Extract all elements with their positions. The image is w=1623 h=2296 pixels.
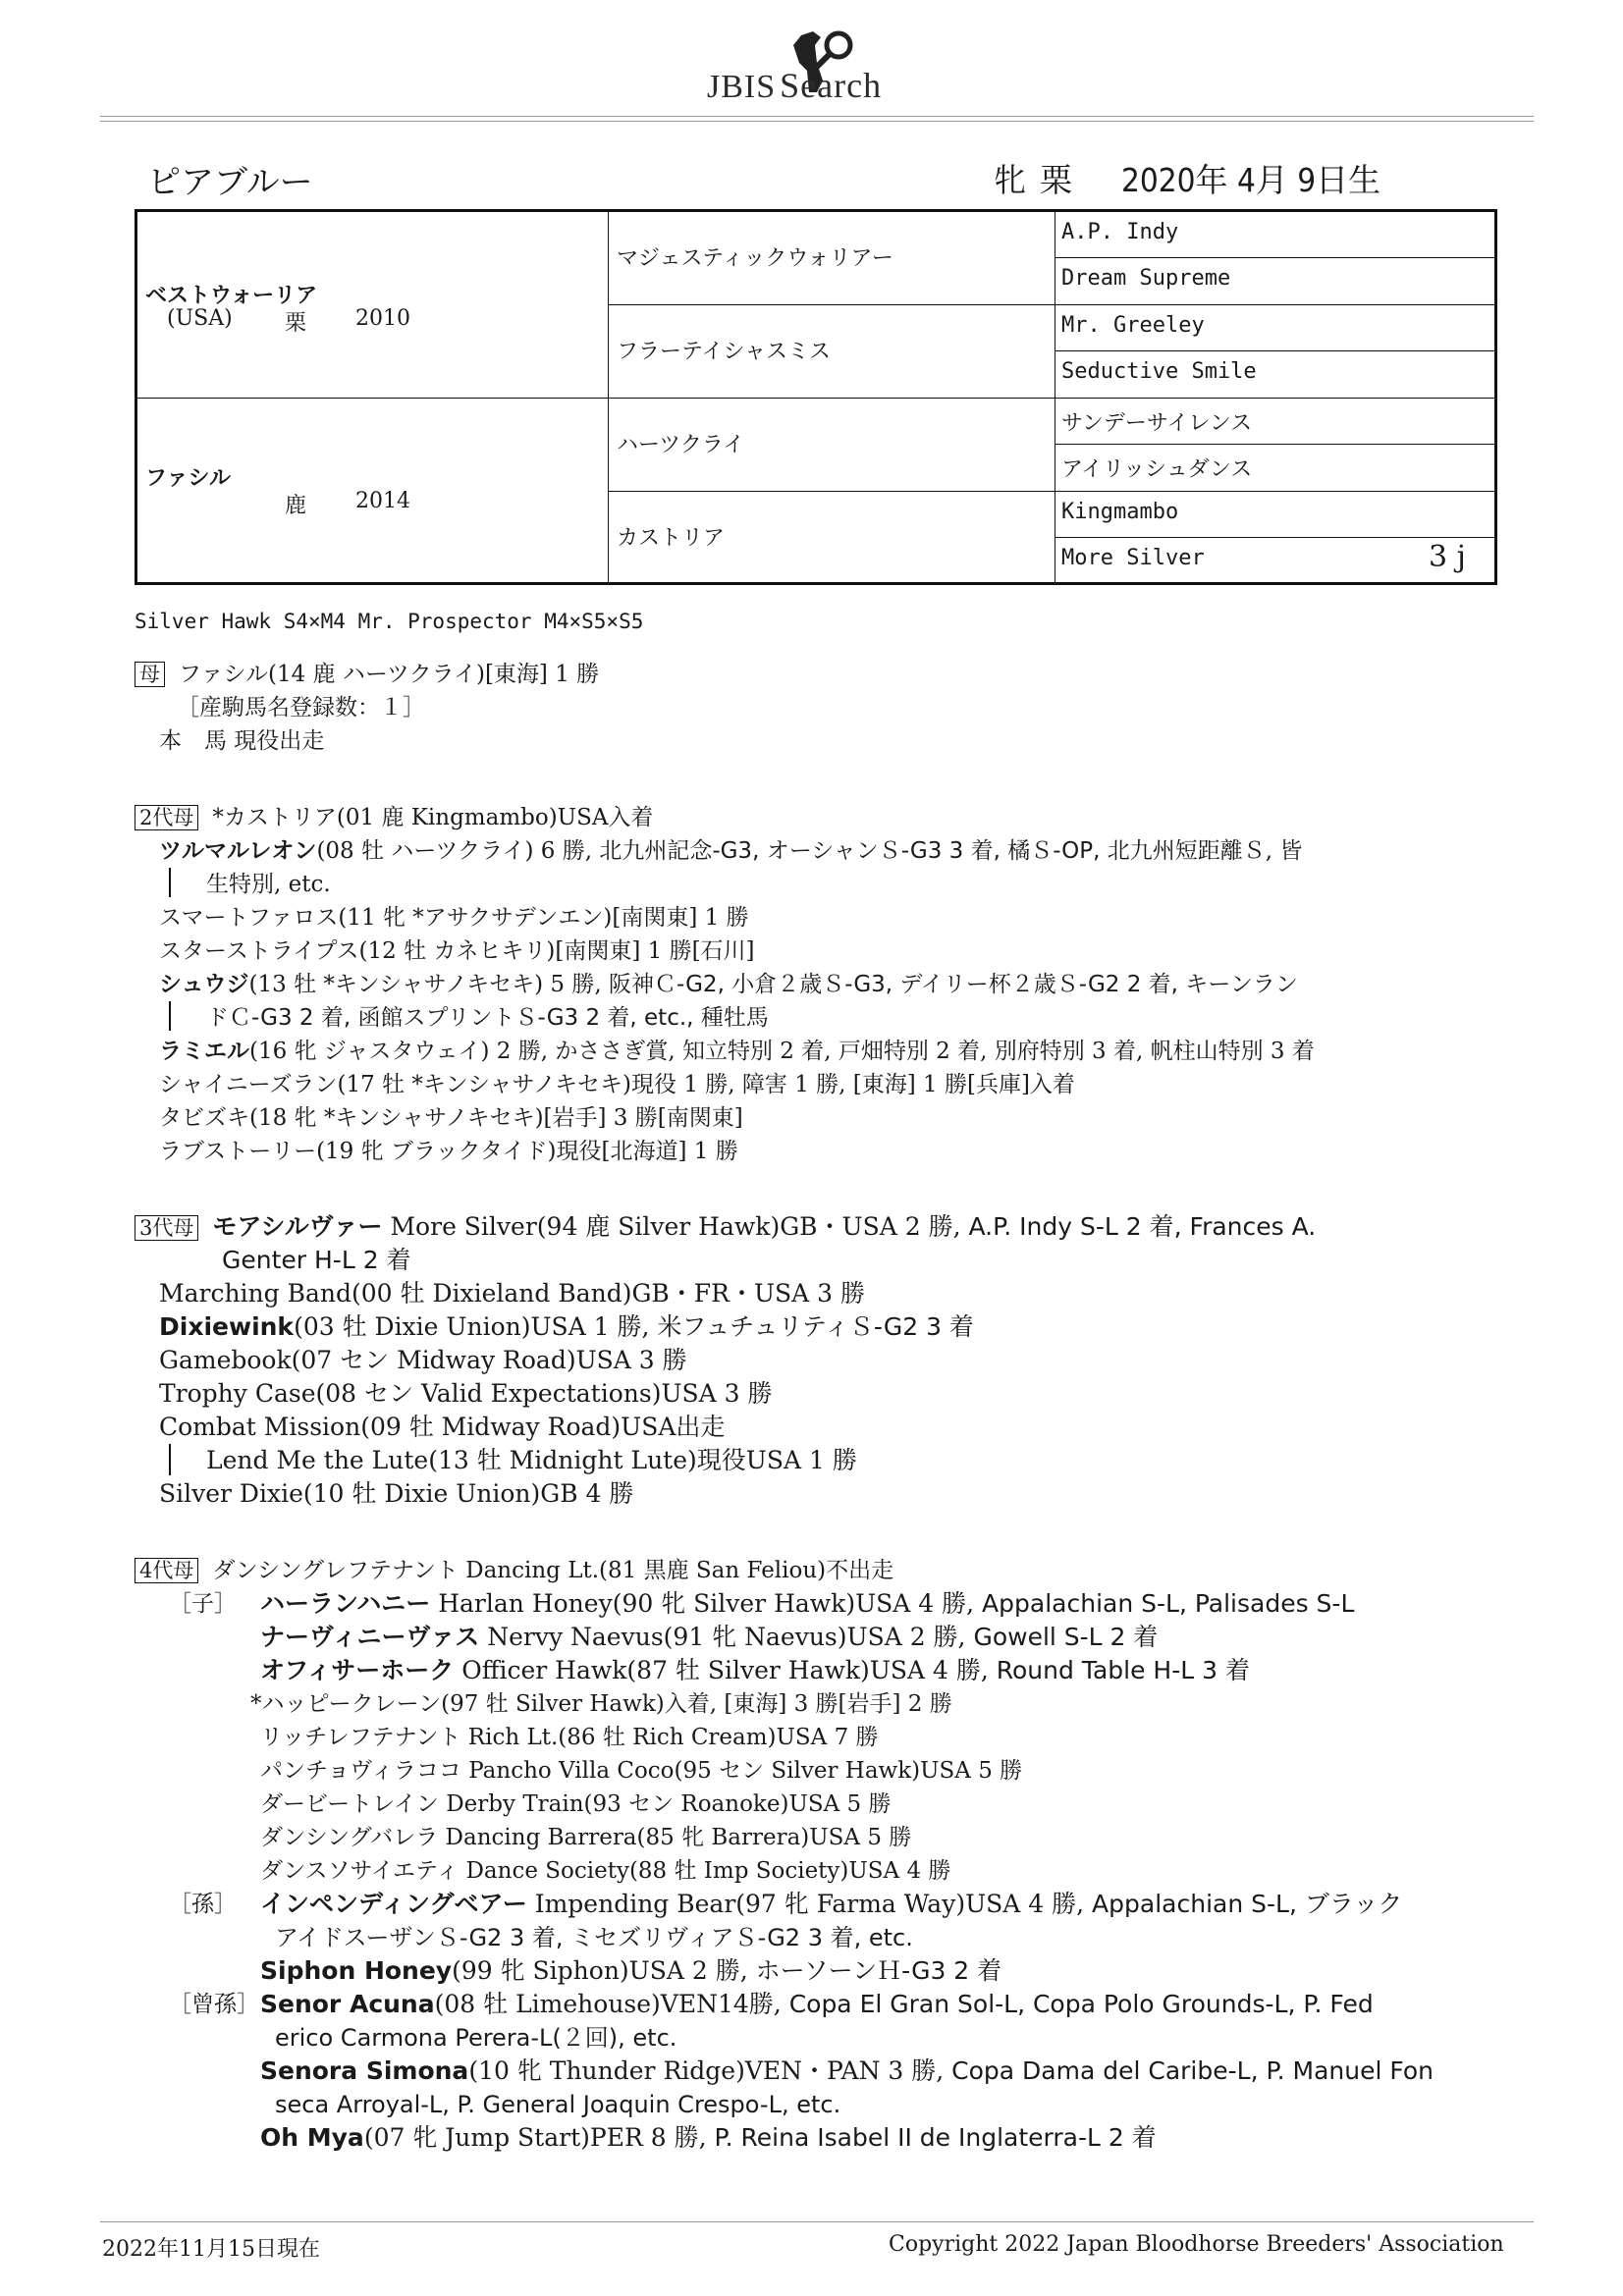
g3-line-1: Marching Band(00 牡 Dixieland Band)GB・FR・USA 3 勝	[159, 1279, 866, 1308]
g2-l1-races: 北九州記念-G3, オーシャンＳ-G3 3 着, 橘Ｓ-OP,	[599, 838, 1101, 864]
g4-child-8: ダンシングバレラ Dancing Barrera(85 牝 Barrera)USA 5 勝	[260, 1825, 912, 1850]
continuation-bar	[169, 1444, 171, 1475]
g2-line-6: シャイニーズラン(17 牡 *キンシャサノキセキ)現役 1 勝, 障害 1 勝, [東海] 1 勝[兵庫]入着	[159, 1072, 1075, 1097]
g4-great-1-cont: erico Carmona Perera-L(２回), etc.	[275, 2024, 677, 2052]
g3-name-5: サンデーサイレンス	[1061, 411, 1253, 436]
g3-cell-5	[1055, 399, 1494, 445]
dam-dam-name: カストリア	[617, 526, 726, 551]
g2-line-5	[159, 1037, 1315, 1066]
logo-jbis: JBIS	[707, 69, 777, 105]
g4-gg1-rest: (08 牡 Limehouse)VEN14勝,	[434, 1990, 789, 2018]
g2-line-4	[159, 970, 1298, 999]
g3-head-rest: More Silver(94 鹿 Silver Hawk)GB・USA 2 勝,	[382, 1212, 969, 1241]
g2-line-7: タビズキ(18 牝 *キンシャサノキセキ)[岩手] 3 勝[南関東]	[159, 1105, 743, 1131]
g2-l1-tail: 北九州短距離Ｓ, 皆	[1100, 838, 1303, 864]
dam-registered: ［産駒馬名登録数：１］	[177, 695, 425, 721]
sire-dam-name: フラーテイシャスミス	[617, 340, 832, 364]
g4-grand-1-cont: アイドスーザンＳ-G2 3 着, ミセズリヴィアＳ-G2 3 着, etc.	[275, 1924, 913, 1951]
g3-cell-2	[1055, 258, 1494, 305]
sire-name: ベストウォーリア	[145, 284, 318, 308]
g4-grand-1	[260, 1890, 1402, 1919]
g2-l4-races: 阪神Ｃ-G2, 小倉２歳Ｓ-G3, デイリー杯２歳Ｓ-G2 2 着, キーンラン	[608, 972, 1298, 997]
dam-name: ファシル	[145, 466, 232, 491]
g3-line-5: Combat Mission(09 牡 Midway Road)USA出走	[159, 1413, 726, 1441]
header-rule	[100, 116, 1534, 117]
g2-head-text: *カストリア(01 鹿 Kingmambo)USA入着	[212, 805, 654, 830]
continuation-bar	[169, 1001, 171, 1031]
g4-g1-races: Appalachian S-L, ブラック	[1092, 1890, 1403, 1918]
g2-l1-rest: (08 牡 ハーツクライ) 6 勝,	[316, 838, 600, 864]
g3-line-6: Lend Me the Lute(13 牡 Midnight Lute)現役USA 1 勝	[206, 1446, 857, 1474]
sire-sire-cell	[609, 212, 1055, 305]
g4-great-3	[260, 2123, 1157, 2153]
g3-name-7: Kingmambo	[1061, 500, 1179, 524]
continuation-bar	[169, 868, 171, 897]
g2-line-2: スマートファロス(11 牝 *アサクサデンエン)[南関東] 1 勝	[159, 905, 749, 931]
g4-c1-races: Appalachian S-L, Palisades S-L	[982, 1589, 1355, 1618]
g2-line-8: ラブストーリー(19 牝 ブラックタイド)現役[北海道] 1 勝	[159, 1139, 738, 1164]
g4-great-2	[260, 2056, 1434, 2086]
g3-cell-1	[1055, 212, 1494, 258]
g4-g1-rest: Impending Bear(97 牝 Farma Way)USA 4 勝,	[526, 1890, 1093, 1918]
g3-line-4: Trophy Case(08 セン Valid Expectations)USA 3 勝	[159, 1379, 773, 1408]
g2-l5-rest: (16 牝 ジャスタウェイ) 2 勝, かささぎ賞, 知立特別 2 着, 戸畑特別 2 着, 別府特別 3 着, 帆柱山特別 3 着	[249, 1039, 1315, 1064]
g4-child-9: ダンスソサイエティ Dance Society(88 牡 Imp Society)USA 4 勝	[260, 1858, 951, 1884]
g4-head-text: ダンシングレフテナント Dancing Lt.(81 黒鹿 San Feliou)不出走	[212, 1558, 894, 1583]
g4-c2-name: ナーヴィニーヴァス	[260, 1623, 480, 1651]
sire-color: 栗	[285, 311, 307, 336]
dam-color: 鹿	[285, 494, 307, 518]
g4-child-7: ダービートレイン Derby Train(93 セン Roanoke)USA 5 勝	[260, 1791, 892, 1817]
g3-cell-8	[1055, 538, 1494, 582]
sire-origin: (USA)	[167, 306, 233, 331]
g2-l4-rest: (13 牡 *キンシャサノキセキ) 5 勝,	[248, 972, 609, 997]
dam-sire-cell	[609, 399, 1055, 492]
g4-gg3-name: Oh Mya	[260, 2123, 364, 2152]
g3-cell-3	[1055, 305, 1494, 351]
family-number: 3 j	[1429, 540, 1466, 574]
g2-line-4-cont: ドＣ-G3 2 着, 函館スプリントＳ-G3 2 着, etc., 種牡馬	[206, 1005, 769, 1031]
horse-name: ピアブルー	[147, 163, 313, 202]
dam-cell	[137, 399, 609, 582]
dam-year: 2014	[355, 489, 410, 513]
g4-g2-name: Siphon Honey	[260, 1956, 453, 1985]
footer-copyright: Copyright 2022 Japan Bloodhorse Breeders' Association	[889, 2232, 1504, 2257]
g3-name-4: Seductive Smile	[1061, 359, 1257, 384]
g3-cell-4	[1055, 351, 1494, 399]
g4-gg1-races: Copa El Gran Sol-L, Copa Polo Grounds-L, P. Fed	[788, 1990, 1374, 2018]
g4-c1-name: ハーランハニー	[260, 1589, 431, 1618]
g3-line-3: Gamebook(07 セン Midway Road)USA 3 勝	[159, 1346, 687, 1374]
horse-info	[994, 155, 1394, 201]
header-rule-2	[100, 121, 1534, 122]
g2-l4-name: シュウジ	[159, 972, 249, 997]
footer-rule	[100, 2221, 1534, 2222]
g4-grand-2	[260, 1956, 1001, 1986]
g4-g2-rest: (99 牝 Siphon)USA 2 勝,	[452, 1956, 756, 1985]
g3-l2-rest: (03 牡 Dixie Union)USA 1 勝,	[294, 1312, 658, 1341]
g4-tag: 4代母	[135, 1558, 198, 1583]
g3-head-races: A.P. Indy S-L 2 着, Frances A.	[968, 1212, 1317, 1241]
g3-cell-7	[1055, 492, 1494, 538]
great-grandchild-label: ［曾孫］	[169, 1992, 259, 2017]
sire-cell	[137, 212, 609, 399]
g3-l2-name: Dixiewink	[159, 1312, 295, 1341]
g4-c3-races: Round Table H-L 3 着	[996, 1656, 1250, 1684]
dam-tag: 母	[135, 662, 165, 687]
footer-date: 2022年11月15日現在	[102, 2237, 320, 2262]
logo-search: Search	[780, 66, 883, 105]
g3-name-3: Mr. Greeley	[1061, 313, 1205, 338]
sire-dam-cell	[609, 305, 1055, 399]
inbreeding-line: Silver Hawk S4×M4 Mr. Prospector M4×S5×S5	[135, 610, 644, 633]
g4-g2-races: ホーソーンＨ-G3 2 着	[755, 1956, 1002, 1985]
g3-name-1: A.P. Indy	[1061, 220, 1179, 244]
g2-head	[135, 803, 653, 832]
sire-sire-name: マジェスティックウォリアー	[617, 246, 893, 271]
g4-c3-rest: Officer Hawk(87 牡 Silver Hawk)USA 4 勝,	[454, 1656, 997, 1684]
g4-child-5: リッチレフテナント Rich Lt.(86 牡 Rich Cream)USA 7 勝	[260, 1725, 879, 1750]
dam-line	[135, 660, 599, 689]
g4-gg3-races: P. Reina Isabel II de Inglaterra-L 2 着	[714, 2123, 1157, 2152]
g4-child-1	[260, 1589, 1354, 1619]
g3-name-6: アイリッシュダンス	[1061, 457, 1253, 482]
g3-tag: 3代母	[135, 1215, 198, 1241]
jbis-search-logo	[699, 24, 954, 112]
grandchild-label: ［孫］	[169, 1892, 237, 1917]
g4-gg3-rest: (07 牝 Jump Start)PER 8 勝,	[363, 2123, 715, 2152]
g4-great-2-cont: seca Arroyal-L, P. General Joaquin Crespo-L, etc.	[275, 2091, 841, 2118]
g2-l1-name: ツルマルレオン	[159, 838, 317, 864]
g4-gg1-name: Senor Acuna	[260, 1990, 435, 2018]
horse-sex: 牝	[994, 161, 1026, 199]
g3-head-name: モアシルヴァー	[212, 1212, 383, 1241]
g3-cell-6	[1055, 445, 1494, 492]
g4-child-3	[260, 1656, 1250, 1685]
g3-line-7: Silver Dixie(10 牡 Dixie Union)GB 4 勝	[159, 1479, 634, 1508]
g4-child-6: パンチョヴィラココ Pancho Villa Coco(95 セン Silver Hawk)USA 5 勝	[260, 1758, 1023, 1784]
horse-birthdate: 2020年 4月 9日生	[1121, 161, 1381, 199]
g4-c2-races: Gowell S-L 2 着	[973, 1623, 1159, 1651]
dam-text: ファシル(14 鹿 ハーツクライ)[東海] 1 勝	[179, 662, 600, 687]
g4-child-2	[260, 1623, 1158, 1652]
g2-tag: 2代母	[135, 805, 198, 830]
g3-head-cont: Genter H-L 2 着	[222, 1246, 411, 1274]
dam-dam-cell	[609, 492, 1055, 582]
g3-name-2: Dream Supreme	[1061, 266, 1231, 291]
g4-child-4: *ハッピークレーン(97 牡 Silver Hawk)入着, [東海] 3 勝[岩手] 2 勝	[250, 1691, 952, 1717]
pedigree-table	[135, 209, 1497, 585]
g4-g1-name: インペンディングベアー	[260, 1890, 527, 1918]
horse-color: 栗	[1040, 161, 1072, 199]
g4-great-1	[260, 1990, 1374, 2019]
g4-head	[135, 1556, 893, 1585]
dam-sire-name: ハーツクライ	[617, 433, 745, 457]
g4-c2-rest: Nervy Naevus(91 牝 Naevus)USA 2 勝,	[479, 1623, 974, 1651]
g3-name-8: More Silver	[1061, 546, 1205, 570]
g4-gg2-races: Copa Dama del Caribe-L, P. Manuel Fon	[951, 2056, 1434, 2085]
dam-progeny: 本 馬 現役出走	[159, 728, 325, 754]
g3-line-2	[159, 1312, 974, 1342]
g2-line-1-cont: 生特別, etc.	[206, 872, 331, 897]
g3-head	[135, 1212, 1316, 1242]
g4-gg2-name: Senora Simona	[260, 2056, 469, 2085]
sire-year: 2010	[355, 306, 410, 331]
child-label: ［子］	[169, 1591, 237, 1617]
g3-l2-races: 米フュチュリティＳ-G2 3 着	[657, 1312, 974, 1341]
g4-c1-rest: Harlan Honey(90 牝 Silver Hawk)USA 4 勝,	[430, 1589, 983, 1618]
g4-c3-name: オフィサーホーク	[260, 1656, 455, 1684]
g2-l5-name: ラミエル	[159, 1039, 249, 1064]
g2-line-1	[159, 836, 1302, 866]
g4-gg2-rest: (10 牝 Thunder Ridge)VEN・PAN 3 勝,	[468, 2056, 952, 2085]
g2-line-3: スターストライプス(12 牡 カネヒキリ)[南関東] 1 勝[石川]	[159, 938, 755, 964]
